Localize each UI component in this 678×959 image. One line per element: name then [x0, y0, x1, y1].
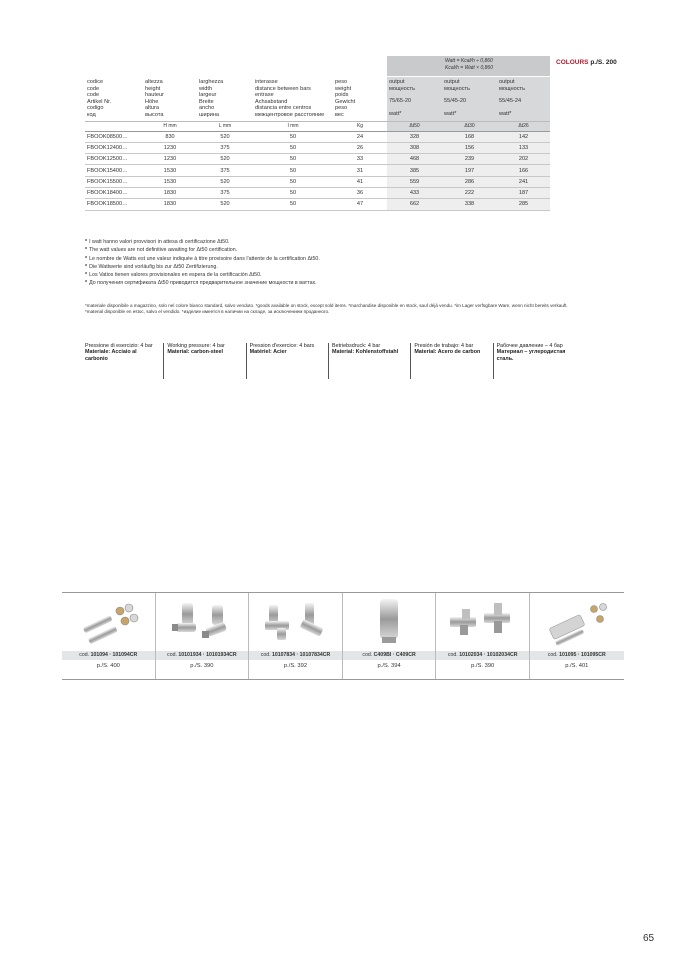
connection-kit-icon — [62, 595, 155, 649]
table-cell: 1530 — [143, 176, 197, 187]
unit-cell: Kg — [333, 121, 387, 131]
table-cell: 156 — [442, 142, 497, 153]
pressure-cell-it: Pressione di esercizio: 4 bar Materiale: Acciaio al carbonio — [85, 343, 164, 379]
pressure-material-row — [85, 343, 575, 379]
accessory-code: cod. 10101934 · 10101934CR — [156, 651, 249, 660]
units-row — [85, 121, 550, 131]
table-cell: 385 — [387, 165, 442, 176]
table-cell: 286 — [442, 176, 497, 187]
table-cell: 285 — [497, 199, 550, 210]
table-row — [85, 154, 550, 165]
table-row — [85, 165, 550, 176]
page-number: 65 — [643, 933, 655, 944]
pressure-cell-es: Presión de trabajo: 4 bar Material: Acero de carbon — [411, 343, 493, 379]
pressure-cell-ru: Рабочее давление – 4 бар Материал – углеродистая сталь. — [496, 343, 566, 362]
accessory-code: cod. C409BI · C409CR — [343, 651, 436, 660]
table-row — [85, 199, 550, 210]
accessory-card[interactable] — [249, 593, 343, 679]
table-cell: 222 — [442, 188, 497, 199]
table-row — [85, 176, 550, 187]
pressure-cell-fr: Pression d'exercice: 4 bars Matériel: Acier — [247, 343, 329, 379]
unit-cell: Δt50 — [387, 121, 442, 131]
product-code: FBOOK08500… — [85, 131, 143, 142]
table-cell: 520 — [197, 176, 253, 187]
table-cell: 197 — [442, 165, 497, 176]
angle-valve-icon — [156, 595, 249, 649]
table-cell: 308 — [387, 142, 442, 153]
note-line: * The watt values are not definitive awaiting for Δt50 certification. — [85, 247, 238, 254]
table-cell: 1830 — [143, 199, 197, 210]
table-cell: 202 — [497, 154, 550, 165]
product-code: FBOOK15400… — [85, 165, 143, 176]
conversion-box — [387, 56, 550, 76]
thermostatic-head-icon — [343, 595, 436, 649]
table-cell: 133 — [497, 142, 550, 153]
colours-page: p./S. 200 — [590, 59, 617, 66]
valve-pair-icon — [436, 595, 529, 649]
table-cell: 433 — [387, 188, 442, 199]
accessories-strip — [62, 592, 624, 680]
certification-notes — [85, 238, 575, 288]
table-cell: 33 — [333, 154, 387, 165]
note-line: * Le nombre de Watts est une valeur indiquée à titre provisoire dans l'attente de la certification Δt50. — [85, 255, 320, 262]
table-cell: 50 — [253, 131, 333, 142]
conversion-line-2: Kcal/h = Watt × 0,860 — [445, 64, 493, 71]
unit-cell: I mm — [253, 121, 333, 131]
table-cell: 47 — [333, 199, 387, 210]
table-cell: 1530 — [143, 165, 197, 176]
table-cell: 166 — [497, 165, 550, 176]
header-output-dt26: output мощность 55/45-24 watt* — [497, 77, 550, 121]
accessory-code: cod. 101094 · 101094CR — [62, 651, 155, 660]
table-cell: 41 — [333, 176, 387, 187]
table-cell: 36 — [333, 188, 387, 199]
accessory-code: cod. 10107834 · 10107834CR — [249, 651, 342, 660]
note-line: * Die Wattwerte sind vorläufig bis zur Δt50 Zertifizierung. — [85, 263, 218, 270]
header-weight: peso weight poids Gewicht peso вес — [335, 79, 356, 118]
table-row — [85, 131, 550, 142]
table-cell: 328 — [387, 131, 442, 142]
table-cell: 26 — [333, 142, 387, 153]
unit-cell: Δt30 — [442, 121, 497, 131]
pressure-cell-en: Working pressure: 4 bar Material: carbon-steel — [164, 343, 246, 379]
corner-valve-icon — [249, 595, 342, 649]
accessory-card[interactable] — [343, 593, 437, 679]
table-cell: 168 — [442, 131, 497, 142]
unit-cell: H mm — [143, 121, 197, 131]
table-cell: 50 — [253, 165, 333, 176]
header-width: larghezza width largeur Breite ancho ширина — [199, 79, 224, 118]
table-cell: 662 — [387, 199, 442, 210]
table-cell: 338 — [442, 199, 497, 210]
table-cell: 830 — [143, 131, 197, 142]
product-code: FBOOK18500… — [85, 199, 143, 210]
header-code: codice code code Artikel Nr. codigo код — [87, 79, 112, 118]
spec-table — [85, 77, 550, 211]
accessory-card[interactable] — [62, 593, 156, 679]
table-cell: 239 — [442, 154, 497, 165]
table-header-row — [85, 77, 550, 121]
table-cell: 1830 — [143, 188, 197, 199]
accessory-page: p./S. 392 — [283, 663, 308, 669]
table-cell: 50 — [253, 188, 333, 199]
product-code: FBOOK12400… — [85, 142, 143, 153]
accessory-page: p./S. 401 — [565, 663, 589, 669]
table-cell: 375 — [197, 165, 253, 176]
header-height: altezza height hauteur Höhe altura высота — [145, 79, 164, 118]
accessory-page: p./S. 390 — [190, 663, 214, 669]
table-cell: 50 — [253, 199, 333, 210]
table-cell: 1230 — [143, 142, 197, 153]
table-cell: 50 — [253, 176, 333, 187]
table-cell: 24 — [333, 131, 387, 142]
note-line: * До получения сертификата Δt50 приводится предварительное значение мощности в ваттах. — [85, 280, 317, 287]
unit-cell: L mm — [197, 121, 253, 131]
table-cell: 187 — [497, 188, 550, 199]
colours-label: COLOURS — [556, 59, 589, 66]
table-row — [85, 188, 550, 199]
unit-cell — [85, 121, 143, 131]
note-line: * I watt hanno valori provvisori in attesa di certificazione Δt50. — [85, 239, 230, 245]
header-output-dt50: output мощность 75/65-20 watt* — [387, 77, 442, 121]
table-cell: 375 — [197, 142, 253, 153]
pressure-cell-de: Betriebsdruck: 4 bar Material: Kohlenstoffstahl — [329, 343, 411, 379]
product-code: FBOOK18400… — [85, 188, 143, 199]
accessory-card[interactable] — [436, 593, 530, 679]
accessory-code: cod. 101095 · 101095CR — [530, 651, 624, 660]
table-cell: 31 — [333, 165, 387, 176]
table-cell: 375 — [197, 188, 253, 199]
bracket-kit-icon — [530, 595, 623, 649]
conversion-line-1: Watt = Kcal/h ÷ 0,860 — [445, 58, 493, 64]
header-distance: interasse distance between bars entraxe Achsabstand distancia entre centros межцентровое расстояние — [255, 79, 325, 118]
table-cell: 520 — [197, 154, 253, 165]
table-cell: 520 — [197, 131, 253, 142]
stock-footnote: *materiale disponibile a magazzino, solo nel colore bianco standard, salvo venduto. *goods available on stock, except sold items. *marchandise disponible en stock, sauf déjà vendu. *im Lager verfügbare Ware, wenn nicht bereits verkauft. *material disponible en estoc, salvo el vendido. *изделие имеется в наличии на складе, за исключением проданного. — [85, 303, 568, 314]
table-row — [85, 142, 550, 153]
table-cell: 520 — [197, 199, 253, 210]
accessory-page: p./S. 390 — [471, 663, 495, 669]
colours-reference — [556, 59, 617, 66]
table-cell: 142 — [497, 131, 550, 142]
accessory-page: p./S. 394 — [377, 663, 401, 669]
table-cell: 241 — [497, 176, 550, 187]
table-cell: 1230 — [143, 154, 197, 165]
accessory-card[interactable] — [156, 593, 250, 679]
table-cell: 50 — [253, 154, 333, 165]
unit-cell: Δt26 — [497, 121, 550, 131]
header-output-dt30: output мощность 55/45-20 watt* — [442, 77, 497, 121]
product-code: FBOOK15500… — [85, 176, 143, 187]
accessory-card[interactable] — [530, 593, 624, 679]
table-cell: 559 — [387, 176, 442, 187]
note-line: * Los Vatios tienen valores provisionales en espera de la certificación Δt50. — [85, 272, 262, 279]
table-cell: 468 — [387, 154, 442, 165]
table-cell: 50 — [253, 142, 333, 153]
accessory-code: cod. 10102034 · 10102034CR — [436, 651, 529, 660]
product-code: FBOOK12500… — [85, 154, 143, 165]
accessory-page: p./S. 400 — [96, 663, 120, 669]
